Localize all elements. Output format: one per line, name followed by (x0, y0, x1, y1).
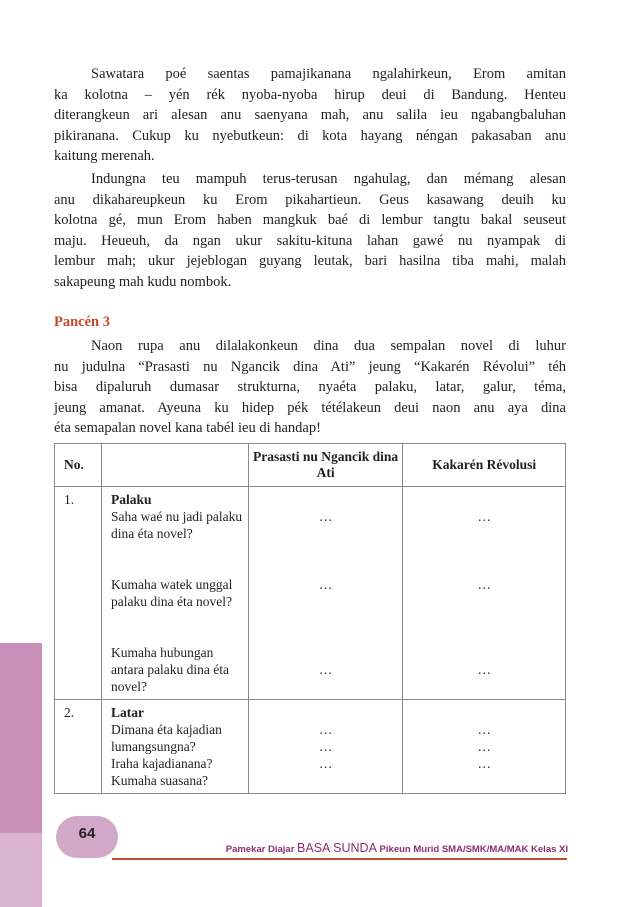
answer-placeholder: … (318, 662, 333, 677)
decorative-side-bar-bottom (0, 833, 42, 907)
answer-placeholder: … (477, 662, 491, 677)
paragraph-line: lembur mah; ukur jejeblogan guyang leutak, bari hasilna tiba mahi, malah (54, 253, 566, 269)
answer-cell-b (403, 700, 566, 794)
structure-table (54, 443, 566, 794)
row-title: Latar (110, 705, 144, 720)
answer-placeholder: … (477, 722, 491, 737)
question: Kumaha hubungan antara palaku dina éta novel? (110, 645, 230, 694)
paragraph-line: anu dikahareupkeun ku Erom pikahartieun. Geus kasawang deuih ku (54, 191, 566, 208)
paragraph-line: Sawatara poé saentas pamajikanana ngalahirkeun, Erom amitan (91, 66, 566, 82)
paragraph-line: maju. Heueuh, da ngan ukur sakitu-kituna lahan gawé nu nyampak di (54, 232, 566, 249)
header-empty (101, 444, 248, 487)
paragraph-3 (54, 336, 566, 439)
paragraph-line: kolotna gé, mun Erom haben mangkuk baé di lembur tangtu bakal seuseut (54, 212, 566, 228)
paragraph-1 (54, 64, 566, 167)
paragraph-line: sakapeung mah kudu nombok. (54, 273, 232, 290)
answer-placeholder: … (318, 722, 333, 737)
table-row (55, 700, 566, 794)
row-number: 1. (55, 487, 102, 700)
paragraph-2 (54, 169, 566, 292)
answer-placeholder: … (477, 509, 491, 524)
question: Saha waé nu jadi palaku dina éta novel? (110, 509, 243, 541)
paragraph-line: ka kolotna – yén rék nyoba-nyoba hirup deui di Bandung. Henteu (54, 86, 566, 103)
answer-cell-b (403, 487, 566, 700)
footer-book-title (188, 841, 568, 855)
question: Dimana éta kajadian lumangsungna? (110, 722, 222, 754)
answer-placeholder: … (477, 739, 491, 754)
row-questions (101, 487, 248, 700)
answer-placeholder: … (477, 756, 491, 771)
paragraph-line: diterangkeun ari alesan anu saenyana mah, anu salila ieu ngabangbaluhan (54, 107, 566, 123)
page-number: 64 (78, 825, 96, 842)
paragraph-line: pikiranana. Cukup ku nyebutkeun: di kota hayang néngan pakasaban anu (54, 127, 566, 144)
footer-prefix: Pamekar Diajar (225, 844, 298, 855)
paragraph-line: kaitung merenah. (54, 148, 155, 164)
row-number: 2. (55, 700, 102, 794)
question: Iraha kajadianana? (110, 756, 213, 771)
section-title: Pancén 3 (54, 314, 110, 330)
answer-placeholder: … (318, 509, 333, 524)
answer-cell-a (248, 700, 403, 794)
answer-placeholder: … (318, 739, 333, 754)
question: Kumaha suasana? (110, 773, 209, 788)
paragraph-line: bisa dipaluruh dumasar strukturna, nyaéta palaku, latar, galur, téma, (54, 379, 566, 395)
paragraph-line: Naon rupa anu dilalakonkeun dina dua sempalan novel di luhur (91, 338, 566, 354)
row-title: Palaku (110, 492, 152, 507)
footer-divider (112, 858, 567, 860)
answer-placeholder: … (318, 577, 333, 592)
header-no: No. (55, 444, 102, 487)
answer-cell-a (248, 487, 403, 700)
paragraph-line: éta semapalan novel kana tabél ieu di handap! (54, 420, 321, 436)
decorative-side-bar-top (0, 643, 42, 833)
footer-title-main: BASA SUNDA (297, 841, 377, 855)
paragraph-line: nu judulna “Prasasti nu Ngancik dina Ati” jeung “Kakarén Révolui” téh (54, 358, 566, 375)
row-questions (101, 700, 248, 794)
answer-placeholder: … (477, 577, 491, 592)
header-kakaren: Kakarén Révolusi (403, 444, 566, 487)
paragraph-line: jeung amanat. Ayeuna ku hidep pék tétélakeun deui naon anu aya dina (54, 399, 566, 416)
answer-placeholder: … (318, 756, 333, 771)
header-prasasti: Prasasti nu Ngancik dina Ati (248, 444, 403, 487)
footer-suffix: Pikeun Murid SMA/SMK/MA/MAK Kelas XI (376, 844, 568, 855)
question: Kumaha watek unggal palaku dina éta novel? (110, 577, 233, 609)
table-row (55, 487, 566, 700)
table-header-row (55, 444, 566, 487)
paragraph-line: Indungna teu mampuh terus-terusan ngahulag, dan mémang alesan (91, 171, 566, 187)
